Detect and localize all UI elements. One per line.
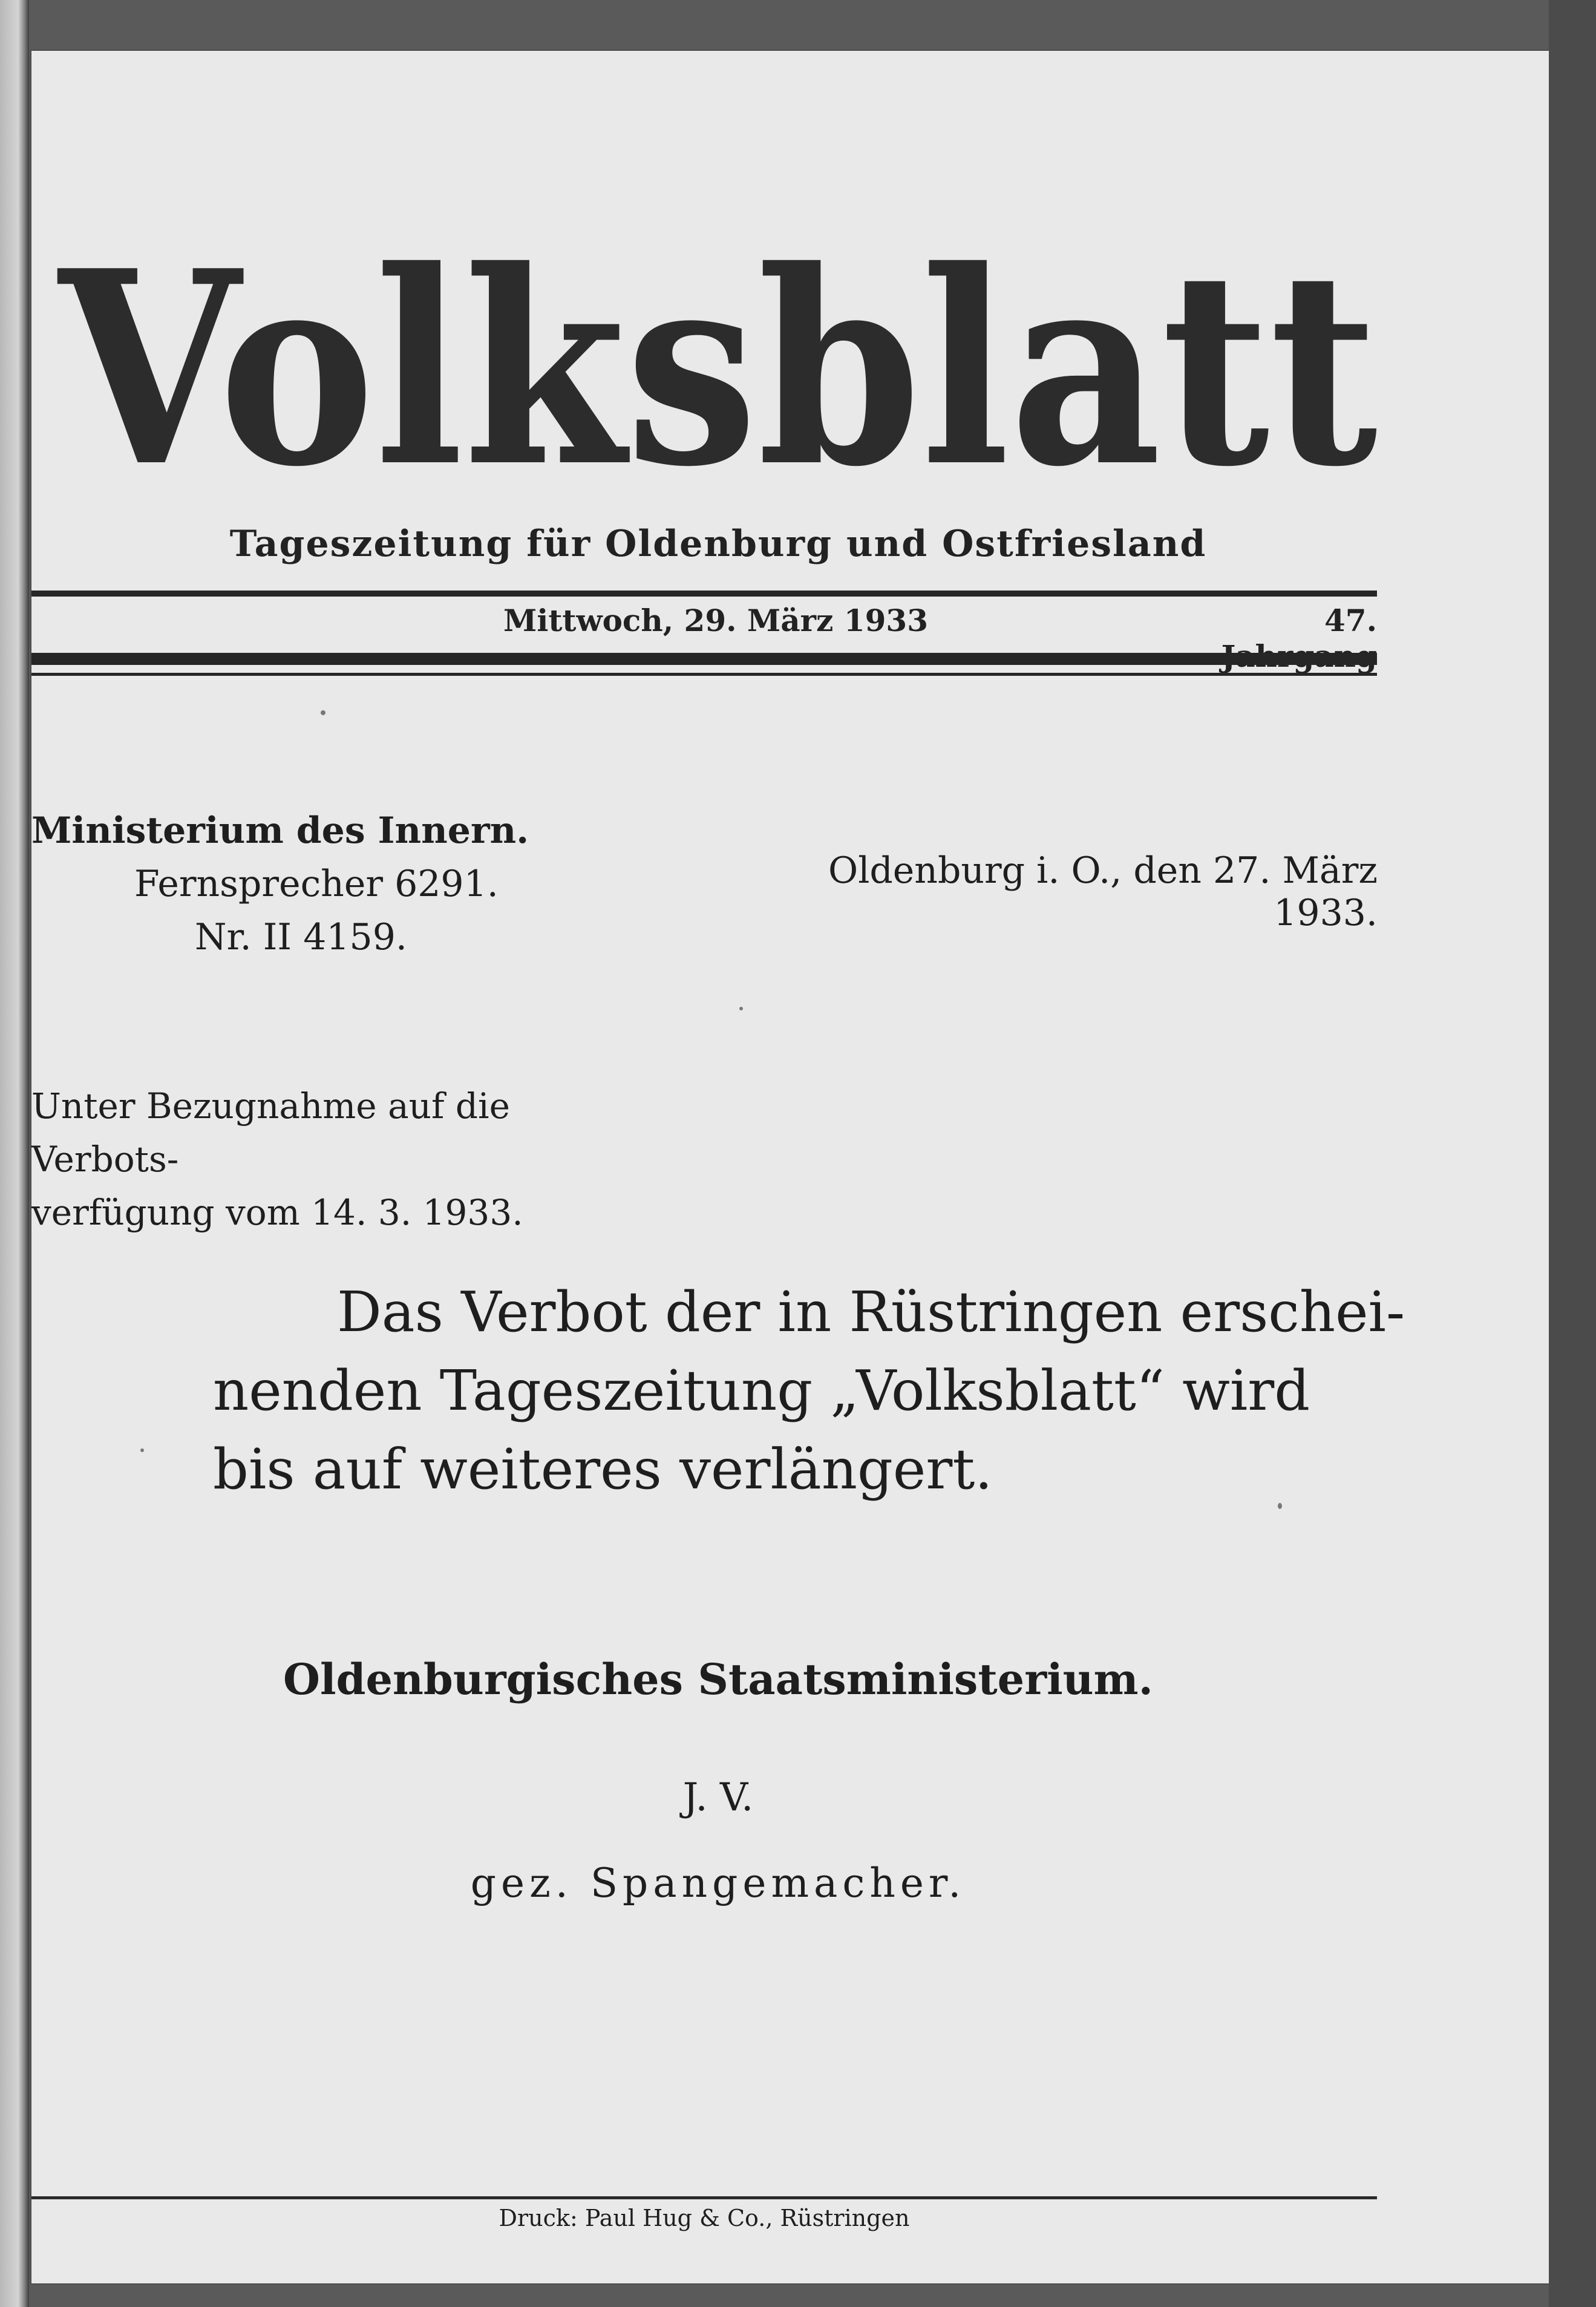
- masthead-title: Volksblatt: [54, 212, 1379, 525]
- reference-note: [31, 1079, 649, 1239]
- scan-speck: [739, 1007, 743, 1010]
- divider-rule-thick: [31, 653, 1377, 665]
- reference-line-1: Unter Bezugnahme auf die Verbots-: [31, 1085, 510, 1180]
- scan-speck: [321, 710, 325, 715]
- newspaper-page: [31, 51, 1549, 2283]
- announcement-line-1: Das Verbot der in Rüstringen erschei-: [337, 1280, 1405, 1344]
- issuing-authority: Oldenburgisches Staatsministerium.: [283, 1654, 1153, 1704]
- divider-rule-thin: [31, 673, 1377, 676]
- in-representation: J. V.: [682, 1775, 754, 1820]
- scan-speck: [140, 1448, 144, 1452]
- letterhead: [31, 804, 576, 964]
- signature: gez. Spangemacher.: [470, 1860, 966, 1906]
- masthead-tagline: Tageszeitung für Oldenburg und Ostfriesland: [229, 523, 1207, 565]
- announcement-line-2: nenden Tageszeitung „Volksblatt“ wird: [213, 1358, 1310, 1423]
- printer-imprint: Druck: Paul Hug & Co., Rüstringen: [499, 2205, 910, 2231]
- footer-rule: [31, 2196, 1377, 2199]
- announcement: [213, 1273, 1405, 1509]
- issue-volume: 47.: [1324, 603, 1377, 638]
- ministry-phone: Fernsprecher 6291.: [134, 863, 499, 905]
- place-date: Oldenburg i. O., den 27. März 1933.: [828, 849, 1378, 934]
- scan-edge: [0, 0, 29, 2307]
- reference-line-2: verfügung vom 14. 3. 1933.: [31, 1192, 523, 1233]
- masthead-title-graphic: [31, 202, 1405, 525]
- announcement-line-3: bis auf weiteres verlängert.: [213, 1437, 993, 1502]
- ministry-name: Ministerium des Innern.: [31, 810, 529, 852]
- scan-background: [1549, 0, 1596, 2307]
- scan-speck: [1278, 1503, 1282, 1509]
- ministry-number: Nr. II 4159.: [195, 916, 407, 958]
- masthead: [31, 202, 1405, 525]
- issue-date: Mittwoch, 29. März 1933: [503, 603, 928, 638]
- divider-rule: [31, 591, 1377, 597]
